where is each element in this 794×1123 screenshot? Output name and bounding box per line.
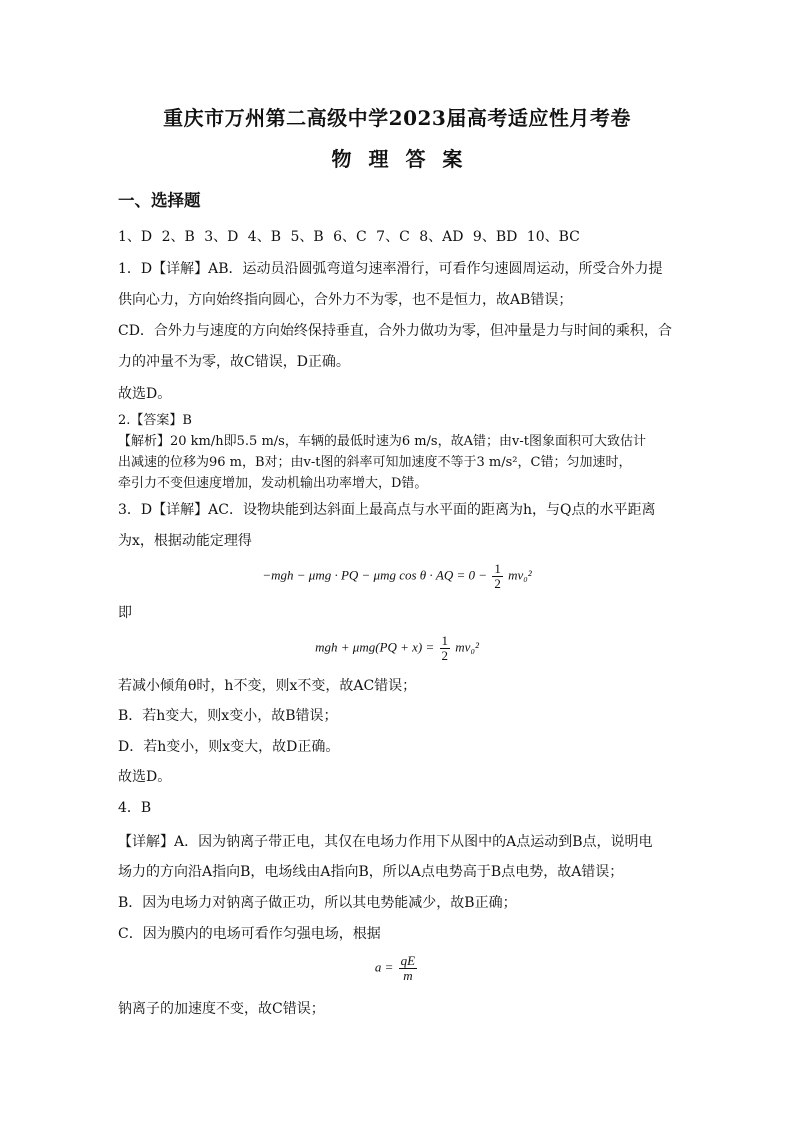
q3-formula-2-left: mgh + μmg(PQ + x) = — [315, 639, 435, 655]
q4-formula-denominator: m — [403, 968, 413, 983]
q4-line-1: 4．B — [118, 800, 152, 816]
q3-formula-1 — [0, 562, 794, 591]
q3-line-1: 3．D【详解】AC．设物块能到达斜面上最高点与水平面的距离为h，与Q点的水平距离 — [118, 502, 656, 518]
section-heading-choice: 一、选择题 — [118, 191, 201, 210]
q4-line-3: 场力的方向沿A指向B，电场线由A指向B，所以A点电势高于B点电势，故A错误； — [118, 864, 624, 880]
q1-line-5: 故选D。 — [118, 386, 172, 402]
q3-formula-2-numerator: 1 — [441, 633, 449, 648]
q3-line-3: 即 — [118, 605, 132, 621]
q3-line-6: D．若h变小，则x变大，故D正确。 — [118, 739, 340, 755]
q3-formula-2 — [0, 634, 794, 663]
q3-line-4: 若减小倾角θ时，h不变，则x不变，故AC错误； — [118, 678, 417, 694]
q3-formula-1-denominator: 2 — [494, 576, 501, 591]
q3-formula-1-fraction — [492, 562, 503, 591]
q3-formula-1-right: mv₀² — [508, 567, 532, 583]
q1-line-1: 1．D【详解】AB．运动员沿圆弧弯道匀速率滑行，可看作匀速圆周运动，所受合外力提 — [118, 261, 663, 277]
document-title: 重庆市万州第二高级中学2023届高考适应性月考卷 — [163, 106, 631, 130]
q3-formula-2-fraction — [440, 634, 451, 663]
document-subtitle: 物 理 答 案 — [331, 147, 463, 171]
q4-formula-left: a = — [374, 959, 394, 975]
answer-key-line: 1、D 2、B 3、D 4、B 5、B 6、C 7、C 8、AD 9、BD 10、BC — [118, 229, 580, 245]
q4-formula-fraction — [399, 954, 417, 983]
q4-formula-numerator: qE — [400, 953, 416, 968]
q3-formula-1-numerator: 1 — [494, 561, 501, 576]
q4-line-2: 【详解】A．因为钠离子带正电，其仅在电场力作用下从图中的A点运动到B点，说明电 — [118, 834, 653, 850]
q4-line-4: B．因为电场力对钠离子做正功，所以其电势能减少，故B正确； — [118, 895, 517, 911]
q1-line-4: 力的冲量不为零，故C错误，D正确。 — [118, 354, 350, 370]
q3-formula-2-denominator: 2 — [441, 648, 449, 663]
q3-line-2: 为x，根据动能定理得 — [118, 533, 252, 549]
q4-line-6: 钠离子的加速度不变，故C错误； — [118, 1001, 325, 1017]
q2-line-2: 【解析】20 km/h即5.5 m/s，车辆的最低时速为6 m/s，故A错；由v-t图象面积可大致估计 — [118, 434, 646, 449]
q2-line-4: 牵引力不变但速度增加，发动机输出功率增大，D错。 — [118, 476, 428, 491]
q4-formula — [0, 954, 794, 983]
q3-line-7: 故选D。 — [118, 769, 172, 785]
q4-line-5: C．因为膜内的电场可看作匀强电场，根据 — [118, 926, 381, 942]
q1-line-2: 供向心力，方向始终指向圆心，合外力不为零，也不是恒力，故AB错误； — [118, 292, 573, 308]
q2-line-1: 2.【答案】B — [118, 413, 192, 428]
q3-line-5: B．若h变大，则x变小，故B错误； — [118, 708, 338, 724]
q2-line-3: 出减速的位移为96 m，B对；由v-t图的斜率可知加速度不等于3 m/s²，C错；匀加速时， — [118, 455, 632, 470]
q1-line-3: CD．合外力与速度的方向始终保持垂直，合外力做功为零，但冲量是力与时间的乘积，合 — [118, 323, 672, 339]
q3-formula-1-left: −mgh − μmg · PQ − μmg cos θ · AQ = 0 − — [262, 567, 488, 583]
q3-formula-2-right: mv₀² — [455, 639, 479, 655]
